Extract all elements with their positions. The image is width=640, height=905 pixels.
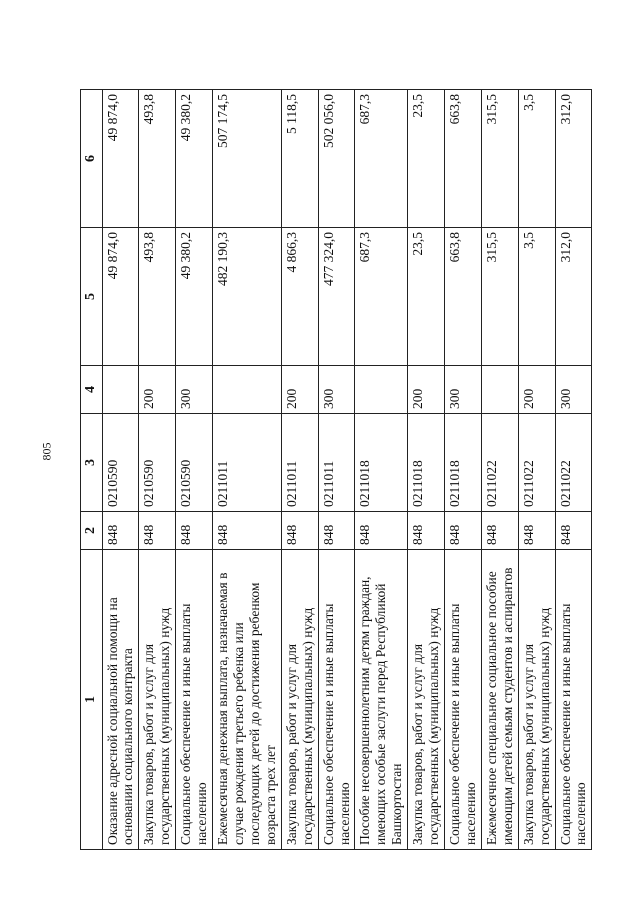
row-amount-1: 49 874,0	[102, 228, 139, 366]
table-row	[408, 90, 445, 850]
row-amount-1: 482 190,3	[213, 228, 282, 366]
row-target-code: 0210590	[176, 414, 213, 512]
row-amount-1: 4 866,3	[281, 228, 318, 366]
row-ministry-code: 848	[555, 512, 592, 550]
row-amount-2: 502 056,0	[318, 90, 355, 228]
row-name: Социальное обеспечение и иные выплаты населению	[445, 550, 482, 850]
row-amount-2: 49 874,0	[102, 90, 139, 228]
row-ministry-code: 848	[408, 512, 445, 550]
row-amount-2: 312,0	[555, 90, 592, 228]
header-col-3: 3	[81, 414, 103, 512]
table-row	[176, 90, 213, 850]
header-col-2: 2	[81, 512, 103, 550]
table-row	[481, 90, 518, 850]
row-ministry-code: 848	[139, 512, 176, 550]
row-name: Ежемесячное специальное социальное пособие имеющим детей семьям студентов и аспирантов	[481, 550, 518, 850]
row-target-code: 0211022	[555, 414, 592, 512]
row-amount-2: 663,8	[445, 90, 482, 228]
row-amount-1: 23,5	[408, 228, 445, 366]
row-name: Пособие несовершеннолетним детям граждан, имеющих особые заслуги перед Республикой Башкортостан	[355, 550, 408, 850]
rotated-table-container	[80, 90, 589, 850]
row-amount-2: 507 174,5	[213, 90, 282, 228]
row-name: Социальное обеспечение и иные выплаты населению	[555, 550, 592, 850]
row-target-code: 0210590	[139, 414, 176, 512]
row-ministry-code: 848	[518, 512, 555, 550]
row-ministry-code: 848	[281, 512, 318, 550]
header-col-5: 5	[81, 228, 103, 366]
row-amount-2: 5 118,5	[281, 90, 318, 228]
row-ministry-code: 848	[176, 512, 213, 550]
row-name: Закупка товаров, работ и услуг для государственных (муниципальных) нужд	[139, 550, 176, 850]
row-ministry-code: 848	[318, 512, 355, 550]
page-number: 805	[39, 442, 54, 461]
header-col-6: 6	[81, 90, 103, 228]
row-expense-type: 200	[518, 366, 555, 414]
row-name: Ежемесячная денежная выплата, назначаемая в случае рождения третьего ребенка или последующих детей до достижения ребенком возраста трех лет	[213, 550, 282, 850]
row-target-code: 0211011	[213, 414, 282, 512]
row-ministry-code: 848	[445, 512, 482, 550]
row-amount-2: 23,5	[408, 90, 445, 228]
row-expense-type: 300	[318, 366, 355, 414]
row-expense-type	[355, 366, 408, 414]
row-name: Социальное обеспечение и иные выплаты населению	[318, 550, 355, 850]
row-amount-1: 663,8	[445, 228, 482, 366]
table-row	[102, 90, 139, 850]
table-row	[213, 90, 282, 850]
row-expense-type	[213, 366, 282, 414]
budget-table	[80, 89, 592, 850]
row-target-code: 0211011	[318, 414, 355, 512]
row-amount-1: 493,8	[139, 228, 176, 366]
row-amount-1: 315,5	[481, 228, 518, 366]
row-expense-type: 300	[445, 366, 482, 414]
row-amount-1: 49 380,2	[176, 228, 213, 366]
header-col-4: 4	[81, 366, 103, 414]
row-name: Закупка товаров, работ и услуг для государственных (муниципальных) нужд	[281, 550, 318, 850]
table-row	[445, 90, 482, 850]
row-ministry-code: 848	[102, 512, 139, 550]
row-amount-1: 3,5	[518, 228, 555, 366]
row-target-code: 0211011	[281, 414, 318, 512]
row-expense-type	[102, 366, 139, 414]
row-ministry-code: 848	[481, 512, 518, 550]
row-amount-2: 49 380,2	[176, 90, 213, 228]
row-ministry-code: 848	[355, 512, 408, 550]
row-target-code: 0211018	[408, 414, 445, 512]
header-row	[81, 90, 103, 850]
row-target-code: 0211022	[481, 414, 518, 512]
row-expense-type: 200	[139, 366, 176, 414]
table-row	[318, 90, 355, 850]
row-target-code: 0210590	[102, 414, 139, 512]
row-amount-2: 315,5	[481, 90, 518, 228]
row-expense-type: 300	[176, 366, 213, 414]
row-target-code: 0211018	[445, 414, 482, 512]
row-target-code: 0211018	[355, 414, 408, 512]
row-expense-type: 300	[555, 366, 592, 414]
row-expense-type: 200	[408, 366, 445, 414]
row-name: Оказание адресной социальной помощи на основании социального контракта	[102, 550, 139, 850]
table-row	[518, 90, 555, 850]
row-amount-1: 687,3	[355, 228, 408, 366]
row-amount-2: 3,5	[518, 90, 555, 228]
table-row	[355, 90, 408, 850]
row-name: Закупка товаров, работ и услуг для государственных (муниципальных) нужд	[408, 550, 445, 850]
row-amount-1: 312,0	[555, 228, 592, 366]
table-row	[555, 90, 592, 850]
row-amount-1: 477 324,0	[318, 228, 355, 366]
row-ministry-code: 848	[213, 512, 282, 550]
row-target-code: 0211022	[518, 414, 555, 512]
table-row	[281, 90, 318, 850]
row-expense-type: 200	[281, 366, 318, 414]
row-name: Закупка товаров, работ и услуг для государственных (муниципальных) нужд	[518, 550, 555, 850]
row-amount-2: 687,3	[355, 90, 408, 228]
row-amount-2: 493,8	[139, 90, 176, 228]
table-row	[139, 90, 176, 850]
row-name: Социальное обеспечение и иные выплаты населению	[176, 550, 213, 850]
row-expense-type	[481, 366, 518, 414]
header-col-1: 1	[81, 550, 103, 850]
